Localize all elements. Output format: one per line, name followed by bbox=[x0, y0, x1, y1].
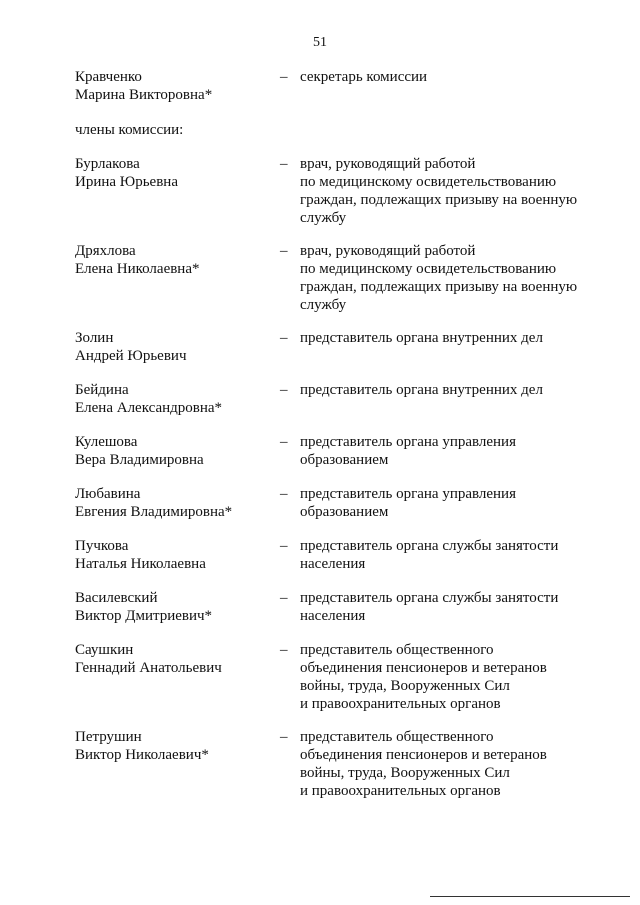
surname: Бейдина bbox=[75, 382, 129, 398]
role-line: секретарь комиссии bbox=[300, 69, 428, 85]
role-line: по медицинскому освидетельствованию bbox=[300, 261, 557, 277]
role-line: войны, труда, Вооруженных Сил bbox=[300, 678, 510, 694]
member-role bbox=[300, 728, 585, 800]
role-line: представитель органа внутренних дел bbox=[300, 382, 543, 398]
role-line: представитель органа управления bbox=[300, 486, 516, 502]
member-name bbox=[75, 485, 275, 521]
surname: Бурлакова bbox=[75, 156, 140, 172]
given-names: Виктор Дмитриевич* bbox=[75, 608, 213, 624]
dash-separator: – bbox=[280, 642, 288, 658]
given-names: Елена Николаевна* bbox=[75, 261, 200, 277]
member-role bbox=[300, 68, 585, 86]
member-name bbox=[75, 433, 275, 469]
dash-separator: – bbox=[280, 69, 288, 85]
member-role bbox=[300, 155, 585, 227]
dash-separator: – bbox=[280, 590, 288, 606]
given-names: Елена Александровна* bbox=[75, 400, 223, 416]
member-role bbox=[300, 329, 585, 347]
members-label: члены комиссии: bbox=[75, 122, 184, 138]
member-role bbox=[300, 641, 585, 713]
role-line: службу bbox=[300, 210, 347, 226]
role-line: объединения пенсионеров и ветеранов bbox=[300, 660, 547, 676]
given-names: Евгения Владимировна* bbox=[75, 504, 233, 520]
page-number: 51 bbox=[313, 35, 327, 50]
member-name bbox=[75, 641, 275, 677]
member-name bbox=[75, 155, 275, 191]
footer-divider bbox=[430, 896, 630, 897]
member-name bbox=[75, 329, 275, 365]
member-role bbox=[300, 589, 585, 625]
dash-separator: – bbox=[280, 156, 288, 172]
role-line: населения bbox=[300, 608, 366, 624]
role-line: и правоохранительных органов bbox=[300, 783, 501, 799]
dash-separator: – bbox=[280, 243, 288, 259]
member-role bbox=[300, 381, 585, 399]
member-role bbox=[300, 537, 585, 573]
member-role bbox=[300, 433, 585, 469]
surname: Кравченко bbox=[75, 69, 142, 85]
surname: Кулешова bbox=[75, 434, 138, 450]
surname: Золин bbox=[75, 330, 114, 346]
role-line: представитель органа службы занятости bbox=[300, 538, 559, 554]
dash-separator: – bbox=[280, 434, 288, 450]
surname: Василевский bbox=[75, 590, 158, 606]
member-role bbox=[300, 242, 585, 314]
given-names: Вера Владимировна bbox=[75, 452, 204, 468]
surname: Саушкин bbox=[75, 642, 134, 658]
member-name bbox=[75, 589, 275, 625]
role-line: представитель общественного bbox=[300, 729, 494, 745]
member-name bbox=[75, 728, 275, 764]
role-line: представитель органа управления bbox=[300, 434, 516, 450]
given-names: Наталья Николаевна bbox=[75, 556, 206, 572]
role-line: представитель общественного bbox=[300, 642, 494, 658]
surname: Петрушин bbox=[75, 729, 142, 745]
role-line: объединения пенсионеров и ветеранов bbox=[300, 747, 547, 763]
dash-separator: – bbox=[280, 330, 288, 346]
given-names: Ирина Юрьевна bbox=[75, 174, 178, 190]
surname: Любавина bbox=[75, 486, 141, 502]
dash-separator: – bbox=[280, 729, 288, 745]
role-line: образованием bbox=[300, 504, 389, 520]
given-names: Марина Викторовна* bbox=[75, 87, 213, 103]
member-role bbox=[300, 485, 585, 521]
role-line: граждан, подлежащих призыву на военную bbox=[300, 192, 578, 208]
role-line: врач, руководящий работой bbox=[300, 243, 476, 259]
dash-separator: – bbox=[280, 486, 288, 502]
member-name bbox=[75, 381, 275, 417]
role-line: образованием bbox=[300, 452, 389, 468]
member-name bbox=[75, 242, 275, 278]
role-line: по медицинскому освидетельствованию bbox=[300, 174, 557, 190]
role-line: и правоохранительных органов bbox=[300, 696, 501, 712]
given-names: Геннадий Анатольевич bbox=[75, 660, 222, 676]
role-line: представитель органа службы занятости bbox=[300, 590, 559, 606]
role-line: врач, руководящий работой bbox=[300, 156, 476, 172]
surname: Дряхлова bbox=[75, 243, 136, 259]
role-line: граждан, подлежащих призыву на военную bbox=[300, 279, 578, 295]
surname: Пучкова bbox=[75, 538, 129, 554]
given-names: Андрей Юрьевич bbox=[75, 348, 187, 364]
member-name bbox=[75, 537, 275, 573]
dash-separator: – bbox=[280, 538, 288, 554]
member-name bbox=[75, 68, 275, 104]
role-line: войны, труда, Вооруженных Сил bbox=[300, 765, 510, 781]
role-line: населения bbox=[300, 556, 366, 572]
role-line: службу bbox=[300, 297, 347, 313]
given-names: Виктор Николаевич* bbox=[75, 747, 209, 763]
role-line: представитель органа внутренних дел bbox=[300, 330, 543, 346]
dash-separator: – bbox=[280, 382, 288, 398]
